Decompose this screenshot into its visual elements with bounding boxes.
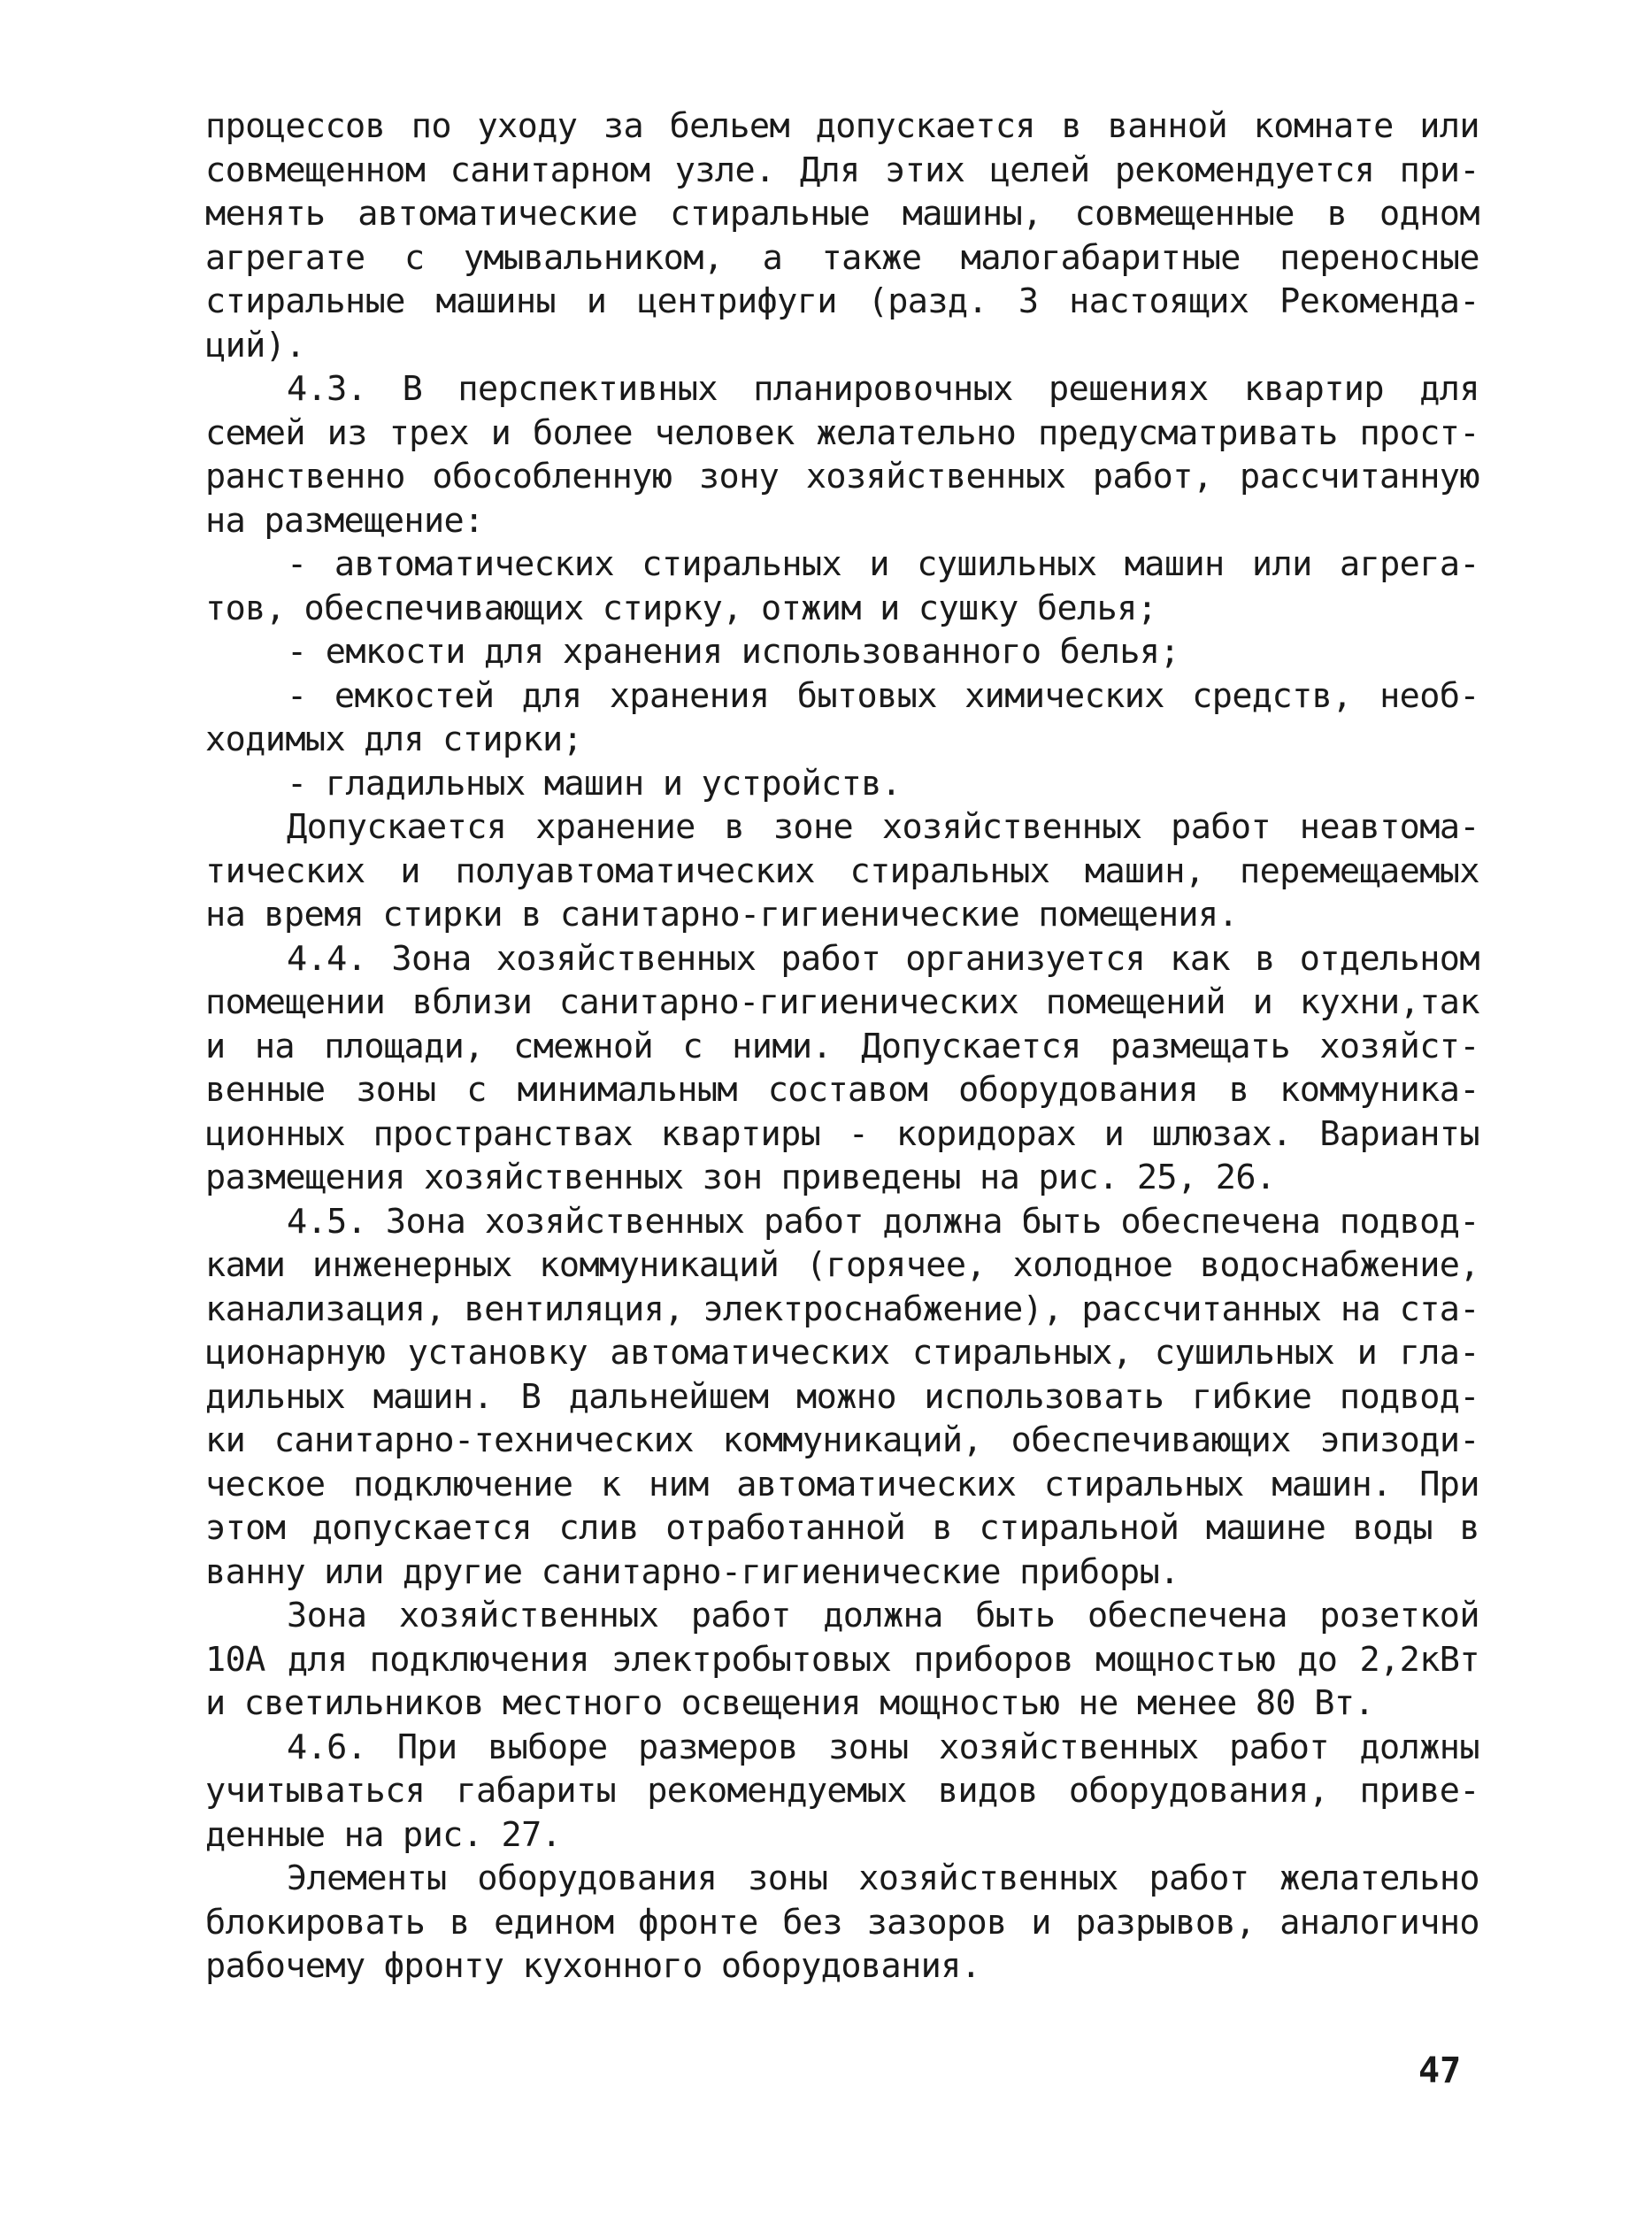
text-line: и на площади, смежной с ними. Допускается размещать хозяйст-	[205, 1026, 1479, 1066]
text-line: тов, обеспечивающих стирку, отжим и сушку белья;	[205, 588, 1157, 628]
paragraph	[205, 630, 1479, 674]
paragraph	[205, 1594, 1479, 1726]
text-line: ций).	[205, 325, 305, 365]
text-line: Зона хозяйственных работ должна быть обеспечена розеткой	[287, 1596, 1479, 1635]
text-line: - емкости для хранения использованного белья;	[287, 632, 1180, 672]
text-line: - емкостей для хранения бытовых химических средств, необ-	[287, 675, 1479, 716]
text-line: ходимых для стирки;	[205, 719, 583, 759]
text-line: ками инженерных коммуникаций (горячее, холодное водоснабжение,	[205, 1245, 1479, 1285]
text-line: учитываться габариты рекомендуемых видов оборудования, приве-	[205, 1771, 1479, 1811]
paragraph	[205, 1857, 1479, 1989]
body-text	[205, 104, 1479, 1989]
paragraph	[205, 367, 1479, 542]
paragraph	[205, 542, 1479, 630]
text-line: менять автоматические стиральные машины, совмещенные в одном	[205, 194, 1479, 234]
text-line: 4.6. При выборе размеров зоны хозяйственных работ должны	[287, 1727, 1479, 1767]
text-line: - автоматических стиральных и сушильных машин или агрега-	[287, 544, 1479, 584]
text-line: 10А для подключения электробытовых приборов мощностью до 2,2кВт	[205, 1639, 1479, 1680]
text-line: ционарную установку автоматических стиральных, сушильных и гла-	[205, 1333, 1479, 1373]
text-line: помещении вблизи санитарно-гигиенических помещений и кухни,так	[205, 982, 1479, 1022]
text-line: ки санитарно-технических коммуникаций, обеспечивающих эпизоди-	[205, 1420, 1479, 1460]
text-line: размещения хозяйственных зон приведены на рис. 25, 26.	[205, 1158, 1276, 1197]
paragraph	[205, 805, 1479, 937]
text-line: ционных пространствах квартиры - коридорах и шлюзах. Варианты	[205, 1113, 1479, 1154]
text-line: агрегате с умывальником, а также малогабаритные переносные	[205, 237, 1479, 278]
text-line: 4.3. В перспективных планировочных решениях квартир для	[287, 369, 1479, 409]
text-line: 4.5. Зона хозяйственных работ должна быть обеспечена подвод-	[287, 1201, 1479, 1242]
text-line: тических и полуавтоматических стиральных машин, перемещаемых	[205, 850, 1479, 891]
text-line: блокировать в едином фронте без зазоров и разрывов, аналогично	[205, 1902, 1479, 1943]
paragraph	[205, 1200, 1479, 1595]
text-line: дильных машин. В дальнейшем можно использовать гибкие подвод-	[205, 1376, 1479, 1417]
paragraph	[205, 104, 1479, 367]
page-number: 47	[1418, 2051, 1462, 2091]
text-line: Элементы оборудования зоны хозяйственных работ желательно	[287, 1858, 1479, 1898]
text-line: 4.4. Зона хозяйственных работ организуется как в отдельном	[287, 938, 1479, 979]
text-line: канализация, вентиляция, электроснабжение), рассчитанных на ста-	[205, 1289, 1479, 1329]
text-line: - гладильных машин и устройств.	[287, 763, 902, 804]
text-line: Допускается хранение в зоне хозяйственных работ неавтома-	[287, 807, 1479, 847]
text-line: ческое подключение к ним автоматических стиральных машин. При	[205, 1464, 1479, 1504]
text-line: венные зоны с минимальным составом оборудования в коммуника-	[205, 1070, 1479, 1110]
text-line: на размещение:	[205, 500, 484, 541]
text-line: на время стирки в санитарно-гигиенические помещения.	[205, 895, 1239, 935]
paragraph	[205, 762, 1479, 806]
text-line: этом допускается слив отработанной в стиральной машине воды в	[205, 1508, 1479, 1548]
paragraph	[205, 674, 1479, 762]
paragraph	[205, 1726, 1479, 1858]
text-line: и светильников местного освещения мощностью не менее 80 Вт.	[205, 1683, 1374, 1723]
text-line: совмещенном санитарном узле. Для этих целей рекомендуется при-	[205, 150, 1479, 190]
text-line: денные на рис. 27.	[205, 1814, 562, 1855]
text-line: процессов по уходу за бельем допускается в ванной комнате или	[205, 106, 1479, 146]
paragraph	[205, 937, 1479, 1200]
text-line: рабочему фронту кухонного оборудования.	[205, 1946, 981, 1986]
text-line: семей из трех и более человек желательно предусматривать прост-	[205, 412, 1479, 453]
text-line: ванну или другие санитарно-гигиенические приборы.	[205, 1551, 1179, 1592]
text-line: ранственно обособленную зону хозяйственных работ, рассчитанную	[205, 457, 1479, 496]
text-line: стиральные машины и центрифуги (разд. 3 настоящих Рекоменда-	[205, 281, 1479, 321]
